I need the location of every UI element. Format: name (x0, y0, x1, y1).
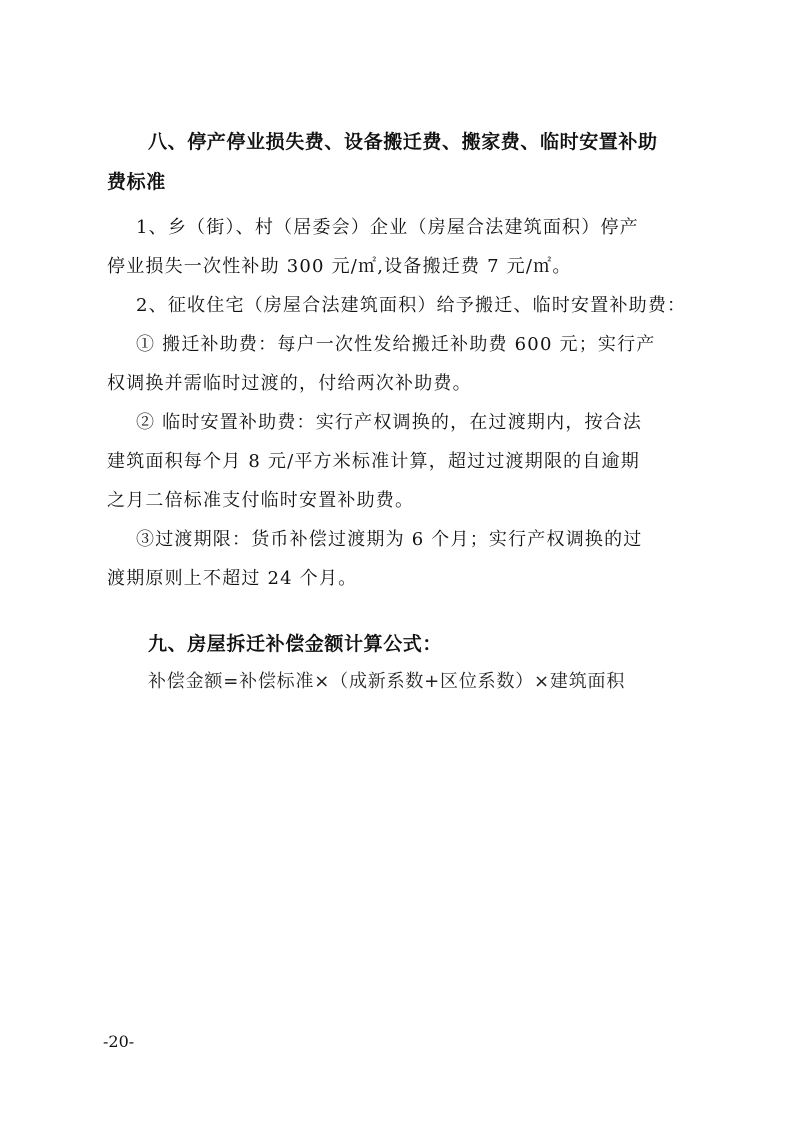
page-number: -20- (103, 1032, 135, 1051)
paragraph-line: 2、征收住宅（房屋合法建筑面积）给予搬迁、临时安置补助费： (136, 295, 687, 316)
paragraph-line: 停业损失一次性补助 300 元/㎡,设备搬迁费 7 元/㎡。 (107, 256, 572, 277)
section-8-heading-line-1: 八、停产停业损失费、设备搬迁费、搬家费、临时安置补助 (148, 131, 658, 153)
paragraph-enterprise-compensation (107, 208, 697, 286)
paragraph-temporary-resettlement (107, 403, 697, 520)
paragraph-line: 权调换并需临时过渡的，付给两次补助费。 (107, 373, 472, 394)
section-8-heading (107, 122, 697, 202)
section-8-heading-line-2: 费标准 (107, 171, 166, 193)
paragraph-line: ② 临时安置补助费：实行产权调换的，在过渡期内，按合法 (136, 412, 643, 433)
paragraph-residential-subsidy (107, 286, 697, 325)
paragraph-line: 1、乡（街）、村（居委会）企业（房屋合法建筑面积）停产 (136, 217, 639, 238)
paragraph-relocation-subsidy (107, 325, 697, 403)
paragraph-transition-period (107, 520, 697, 598)
paragraph-line: ③过渡期限：货币补偿过渡期为 6 个月；实行产权调换的过 (136, 529, 643, 550)
paragraph-line: 渡期原则上不超过 24 个月。 (107, 568, 358, 589)
paragraph-line: 建筑面积每个月 8 元/平方米标准计算，超过过渡期限的自逾期 (107, 451, 640, 472)
compensation-formula: 补偿金额=补偿标准×（成新系数+区位系数）×建筑面积 (148, 671, 626, 692)
paragraph-line: 之月二倍标准支付临时安置补助费。 (107, 490, 415, 511)
paragraph-line: ① 搬迁补助费：每户一次性发给搬迁补助费 600 元；实行产 (136, 334, 656, 355)
section-9-heading: 九、房屋拆迁补偿金额计算公式： (148, 633, 443, 655)
